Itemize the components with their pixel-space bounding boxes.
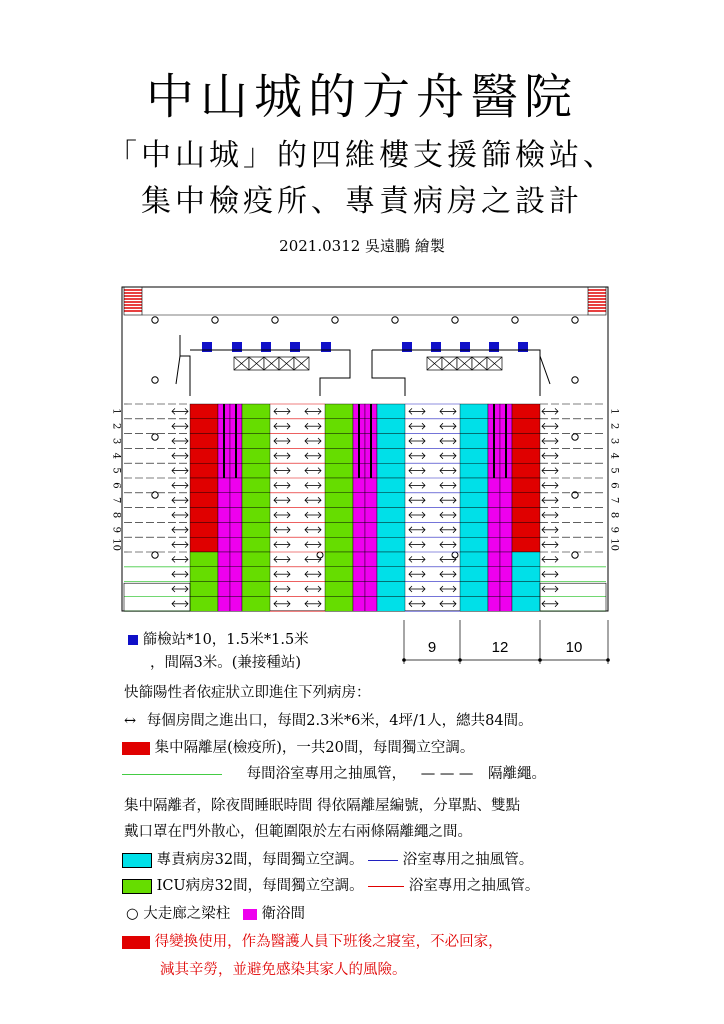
dimension-dot (606, 658, 610, 662)
ward-room (500, 508, 512, 523)
arrow-symbol: ↔ (124, 713, 137, 729)
dimension-dot (538, 658, 542, 662)
ward-room (460, 419, 488, 434)
ward-room (512, 493, 540, 508)
ward-room (242, 567, 270, 582)
ward-room (512, 522, 540, 537)
flow-line (372, 350, 405, 396)
ward-room (460, 567, 488, 582)
ward-room (325, 508, 353, 523)
legend-pillar-text: 大走廊之梁柱 (143, 906, 231, 922)
ward-room (353, 508, 365, 523)
ward-room (460, 478, 488, 493)
row-number-right: 2 (608, 423, 620, 430)
ward-room (218, 522, 230, 537)
ward-room (353, 493, 365, 508)
ward-room (218, 508, 230, 523)
row-number-right: 8 (608, 511, 620, 519)
ward-room (512, 537, 540, 552)
ward-room (460, 508, 488, 523)
ward-room (242, 552, 270, 567)
screening-swatch (128, 635, 138, 645)
ward-room (488, 567, 500, 582)
ward-room (325, 448, 353, 463)
ward-room (488, 478, 500, 493)
pillar-icon (572, 317, 578, 323)
para-line-2: 戴口罩在門外散心，但範圍限於左右兩條隔離繩之間。 (124, 824, 472, 840)
ward-room (500, 552, 512, 567)
main-title: 中山城的方舟醫院 (145, 69, 578, 125)
ward-room (242, 537, 270, 552)
ward-room (242, 463, 270, 478)
ward-room (218, 582, 230, 597)
ward-room (230, 567, 242, 582)
ward-room (218, 552, 230, 567)
ward-room (460, 448, 488, 463)
ward-room (242, 596, 270, 611)
ward-room (230, 552, 242, 567)
ward-room (242, 434, 270, 449)
legend-dedicated-pipe-text: 浴室專用之抽風管。 (402, 852, 534, 868)
ward-room (353, 596, 365, 611)
row-number-right: 5 (608, 467, 620, 474)
ward-room (190, 404, 218, 419)
ward-room (377, 567, 405, 582)
ward-room (365, 596, 377, 611)
green-pipe-line (122, 774, 222, 775)
ward-room (325, 522, 353, 537)
legend-dedicated (122, 848, 533, 869)
ward-room (377, 463, 405, 478)
ward-room (460, 404, 488, 419)
red-pipe-line (368, 886, 404, 887)
side-box (540, 583, 606, 611)
ward-room (460, 493, 488, 508)
ward-room (218, 596, 230, 611)
ward-room (460, 434, 488, 449)
ward-room (230, 508, 242, 523)
subtitle-line-2: 集中檢疫所、專責病房之設計 (141, 184, 583, 219)
row-number-left: 5 (110, 467, 122, 474)
pillar-icon (152, 552, 158, 558)
pillar-icon (212, 317, 218, 323)
pillar-icon (272, 317, 278, 323)
legend-room-entry (124, 709, 533, 730)
ward-room (230, 478, 242, 493)
legend-icu-text: ICU病房32間，每間獨立空調。 (156, 878, 364, 894)
ward-room (460, 522, 488, 537)
ward-room (325, 404, 353, 419)
ward-room (230, 537, 242, 552)
ward-room (242, 493, 270, 508)
ward-room (460, 596, 488, 611)
legend-screening (128, 628, 309, 649)
ward-room (377, 404, 405, 419)
ward-room (190, 463, 218, 478)
row-number-right: 10 (608, 538, 620, 551)
row-number-right: 1 (608, 408, 620, 415)
ward-room (365, 522, 377, 537)
legend-staff-2: 減其辛勞，並避免感染其家人的風險。 (160, 962, 407, 978)
ward-room (500, 537, 512, 552)
flow-line (540, 356, 550, 384)
ward-room (488, 537, 500, 552)
ward-room (353, 567, 365, 582)
ward-room (325, 567, 353, 582)
pillar-icon (572, 434, 578, 440)
row-number-left: 6 (110, 482, 122, 489)
row-number-left: 3 (110, 437, 122, 445)
credit-line: 2021.0312 吳遠鵬 繪製 (279, 237, 445, 255)
ward-room (325, 552, 353, 567)
pillar-icon (317, 552, 323, 558)
legend-bathroom-text: 衛浴間 (261, 906, 305, 922)
pillar-icon (332, 317, 338, 323)
ward-room (325, 537, 353, 552)
ward-room (377, 522, 405, 537)
row-number-right: 6 (608, 482, 620, 489)
ward-room (190, 596, 218, 611)
ward-room (377, 508, 405, 523)
ward-room (377, 434, 405, 449)
ward-room (325, 582, 353, 597)
ward-room (190, 567, 218, 582)
ward-room (365, 478, 377, 493)
icu-swatch (122, 879, 152, 894)
ward-room (325, 478, 353, 493)
ward-room (242, 419, 270, 434)
ward-room (460, 552, 488, 567)
row-number-right: 7 (608, 497, 620, 504)
ward-room (365, 537, 377, 552)
row-number-left: 2 (110, 423, 122, 430)
ward-room (500, 567, 512, 582)
pillar-icon (512, 317, 518, 323)
legend-staff-text-1: 得變換使用，作為醫護人員下班後之寢室，不必回家， (154, 934, 503, 950)
ward-room (500, 522, 512, 537)
dimension-dot (458, 658, 462, 662)
ward-room (190, 493, 218, 508)
ward-room (325, 463, 353, 478)
blue-pipe-line (368, 860, 398, 861)
pillar-icon (152, 317, 158, 323)
ward-room (512, 463, 540, 478)
dedicated-swatch (122, 853, 152, 868)
ward-room (512, 508, 540, 523)
ward-room (500, 582, 512, 597)
row-number-left: 7 (110, 497, 122, 504)
ward-room (353, 478, 365, 493)
legend-screening-2: ，間隔3米。(兼接種站) (150, 655, 302, 671)
pillar-symbol: ○ (126, 906, 139, 922)
ward-room (218, 567, 230, 582)
ward-room (488, 582, 500, 597)
ward-room (460, 582, 488, 597)
ward-room (512, 478, 540, 493)
legend-dedicated-text: 專責病房32間，每間獨立空調。 (156, 852, 364, 868)
ward-room (460, 537, 488, 552)
pillar-icon (152, 377, 158, 383)
legend-exhaust (122, 762, 546, 783)
legend-icu (122, 874, 539, 895)
ward-room (500, 493, 512, 508)
ward-room (242, 448, 270, 463)
dimension-label: 10 (565, 639, 583, 656)
ward-room (377, 537, 405, 552)
ward-room (377, 596, 405, 611)
ward-room (190, 522, 218, 537)
legend-icu-pipe-text: 浴室專用之抽風管。 (408, 878, 540, 894)
ward-room (512, 552, 540, 567)
ward-room (365, 582, 377, 597)
ward-room (190, 508, 218, 523)
row-number-right: 9 (608, 526, 620, 533)
ward-room (500, 478, 512, 493)
dimension-label: 12 (491, 639, 509, 656)
ward-room (365, 508, 377, 523)
ward-room (512, 448, 540, 463)
subtitle-line-1: 「中山城」的四維樓支援篩檢站、 (107, 138, 617, 173)
row-number-left: 8 (110, 511, 122, 519)
pillar-icon (392, 317, 398, 323)
ward-room (488, 508, 500, 523)
ward-room (190, 448, 218, 463)
row-number-left: 9 (110, 526, 122, 533)
ward-room (242, 478, 270, 493)
ward-room (512, 434, 540, 449)
bathroom-swatch (243, 909, 257, 920)
ward-room (377, 448, 405, 463)
side-box (124, 583, 190, 611)
ward-room (512, 582, 540, 597)
row-number-left: 1 (110, 408, 122, 415)
ward-room (365, 493, 377, 508)
legend-staff (122, 930, 503, 951)
ward-room (377, 582, 405, 597)
quarantine-swatch (122, 742, 150, 755)
legend-rope-text: 隔離繩。 (488, 766, 547, 782)
ward-room (190, 434, 218, 449)
legend-pillar (126, 902, 305, 923)
legend-quarantine-text: 集中隔離屋(檢疫所)，一共20間，每間獨立空調。 (154, 740, 475, 756)
ward-room (218, 493, 230, 508)
ward-room (353, 582, 365, 597)
ward-room (512, 596, 540, 611)
pillar-icon (572, 552, 578, 558)
ward-room (512, 567, 540, 582)
para-line-1: 集中隔離者，除夜間睡眠時間 得依隔離屋編號，分單點、雙點 (124, 798, 521, 814)
pillar-icon (452, 552, 458, 558)
ward-room (242, 404, 270, 419)
dimension-label: 9 (427, 639, 437, 656)
ward-room (190, 582, 218, 597)
ward-room (230, 522, 242, 537)
ward-room (377, 552, 405, 567)
ward-room (488, 596, 500, 611)
ward-room (488, 522, 500, 537)
ward-room (230, 582, 242, 597)
ward-room (377, 419, 405, 434)
ward-room (488, 552, 500, 567)
dimension-dot (402, 658, 406, 662)
row-number-left: 4 (110, 452, 122, 459)
ward-room (377, 493, 405, 508)
row-number-left: 10 (110, 538, 122, 551)
ward-room (218, 478, 230, 493)
ward-room (325, 434, 353, 449)
ward-room (353, 522, 365, 537)
flow-line (176, 356, 180, 384)
ward-room (325, 493, 353, 508)
ward-room (365, 567, 377, 582)
ward-room (230, 596, 242, 611)
ward-room (242, 582, 270, 597)
flow-line (180, 335, 190, 396)
ward-room (460, 463, 488, 478)
ward-room (512, 404, 540, 419)
pillar-icon (572, 377, 578, 383)
ward-room (325, 596, 353, 611)
ward-room (488, 493, 500, 508)
ward-room (190, 478, 218, 493)
note-positive: 快篩陽性者依症狀立即進住下列病房： (124, 685, 371, 701)
pillar-icon (152, 434, 158, 440)
row-number-right: 3 (608, 437, 620, 445)
ward-room (512, 419, 540, 434)
staff-swatch (122, 936, 150, 949)
ward-room (230, 493, 242, 508)
ward-room (325, 419, 353, 434)
legend-exhaust-text: 每間浴室專用之抽風管， (246, 766, 407, 782)
legend-room-entry-text: 每個房間之進出口，每間2.3米*6米，4坪/1人，總共84間。 (146, 713, 533, 729)
ward-room (365, 552, 377, 567)
legend-screening-text: 篩檢站*10，1.5米*1.5米 (142, 632, 309, 648)
ward-room (218, 537, 230, 552)
ward-room (190, 419, 218, 434)
ward-room (242, 522, 270, 537)
row-number-right: 4 (608, 452, 620, 459)
ward-room (377, 478, 405, 493)
ward-room (500, 596, 512, 611)
ward-room (353, 537, 365, 552)
rope-symbol: — — — (420, 766, 474, 782)
legend-quarantine (122, 736, 474, 757)
ward-room (190, 537, 218, 552)
ward-room (353, 552, 365, 567)
ward-room (190, 552, 218, 567)
pillar-icon (452, 317, 458, 323)
ward-room (242, 508, 270, 523)
